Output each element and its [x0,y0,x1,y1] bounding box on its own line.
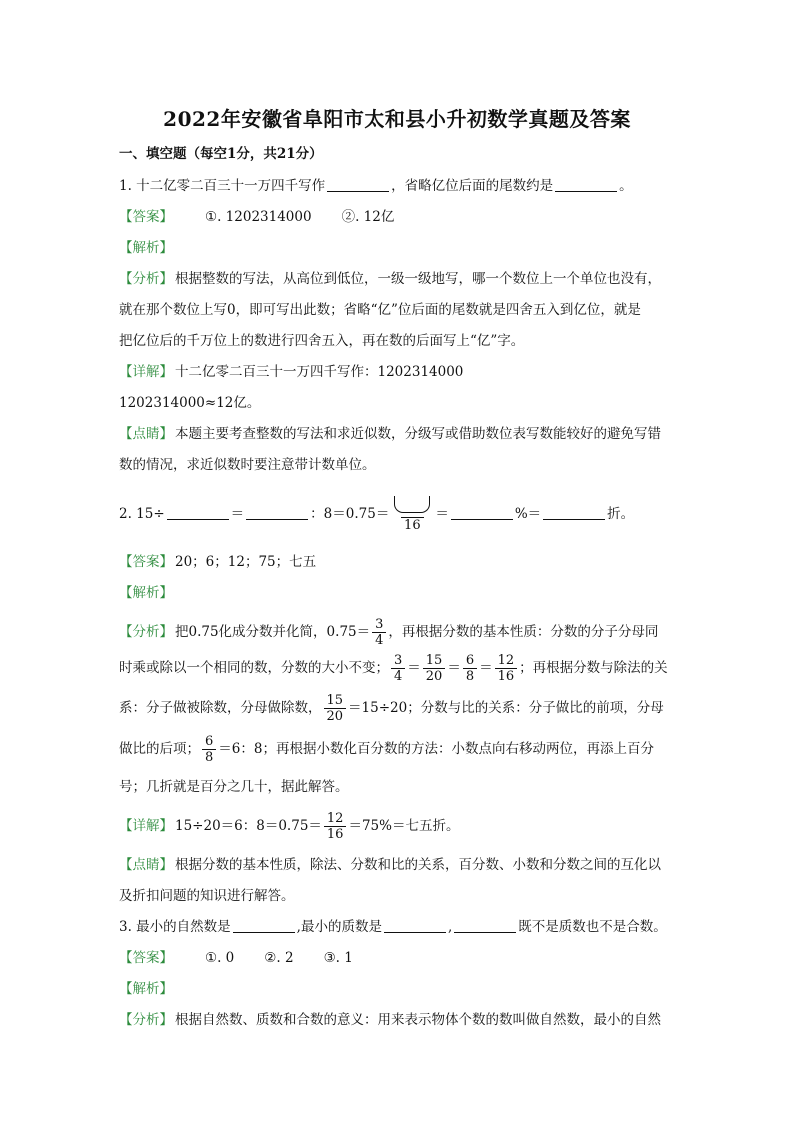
fraction-blank-over-16: 16 [391,496,433,533]
fraction-12-16: $\frac{12}{16}$ [324,811,347,842]
q1-fenxi-line2: 就在那个数位上写0，即可写出此数；省略“亿”位后面的尾数就是四舍五入到亿位，就是 [119,302,641,318]
fraction-12-16: $\frac{12}{16}$ [495,653,518,684]
q1-fenxi: 【分析】 根据整数的写法，从高位到低位，一级一级地写，哪一个数位上一个单位也没有， [119,271,661,287]
question-1: 1. 十二亿零二百三十一万四千写作 ，省略亿位后面的尾数约是 。 [119,178,633,194]
q1-fenxi-line3: 把亿位后的千万位上的数进行四舍五入，再在数的后面写上“亿”字。 [119,333,525,349]
q1-xiangjie: 【详解】 十二亿零二百三十一万四千写作：1202314000 [119,364,464,380]
q2-answer: 【答案】 20；6；12；75；七五 [119,554,317,570]
answer-blank [246,506,308,520]
q2-fenxi-line2: 时乘或除以一个相同的数，分数的大小不变； $\frac{3}{4}$ ＝ $\frac{15}{20}$ ＝ $\frac{6}{8}$ ＝ $\frac{12}{16}$ ；再根据分数与除法的关 [119,653,668,684]
paren-blank [394,496,430,513]
fraction-15-20: $\frac{15}{20}$ [423,653,446,684]
fraction-6-8: $\frac{6}{8}$ [463,653,477,684]
q3-answer: 【答案】 ①. 0 ②. 2 ③. 1 [119,950,353,966]
q1-jiexi: 【解析】 [119,240,173,256]
section-heading: 一、填空题（每空1分，共21分） [119,146,323,162]
answer-blank [451,506,513,520]
answer-blank [454,919,516,933]
q2-fenxi: 【分析】 把0.75化成分数并化简，0.75＝ $\frac{3}{4}$ ，再根据分数的基本性质：分数的分子分母同 [119,617,659,648]
fraction-3-4: $\frac{3}{4}$ [391,653,405,684]
q3-jiexi: 【解析】 [119,981,173,997]
question-3: 3. 最小的自然数是 ,最小的质数是 , 既不是质数也不是合数。 [119,919,667,935]
q2-fenxi-line4: 做比的后项； $\frac{6}{8}$ ＝6：8；再根据小数化百分数的方法：小数点向右移动两位，再添上百分 [119,734,654,765]
answer-blank [543,506,605,520]
q2-jiexi: 【解析】 [119,585,173,601]
q2-fenxi-line3: 系：分子做被除数，分母做除数， $\frac{15}{20}$ ＝15÷20；分数与比的关系：分子做比的前项，分母 [119,693,664,724]
answer-blank [384,919,446,933]
fraction-3-4: $\frac{3}{4}$ [372,617,386,648]
answer-blank [167,506,229,520]
q1-dianjing: 【点睛】 本题主要考查整数的写法和求近似数，分级写或借助数位表写数能较好的避免写错 [119,426,661,442]
q3-fenxi: 【分析】 根据自然数、质数和合数的意义：用来表示物体个数的数叫做自然数，最小的自然 [119,1012,661,1028]
q2-xiangjie: 【详解】 15÷20＝6：8＝0.75＝ $\frac{12}{16}$ ＝75%＝七五折。 [119,811,460,842]
answer-blank [555,178,617,192]
question-2: 2. 15÷ ＝ ：8＝0.75＝ 16 ＝ %＝ 折。 [119,496,634,533]
q1-dianjing-line2: 数的情况，求近似数时要注意带计数单位。 [119,457,376,473]
q2-fenxi-line5: 号；几折就是百分之几十，据此解答。 [119,779,349,795]
q2-dianjing: 【点睛】 根据分数的基本性质，除法、分数和比的关系，百分数、小数和分数之间的互化以 [119,857,661,873]
q2-dianjing-line2: 及折扣问题的知识进行解答。 [119,888,295,904]
fraction-6-8: $\frac{6}{8}$ [202,734,216,765]
fraction-15-20: $\frac{15}{20}$ [324,693,347,724]
q1-xiangjie-line2: 1202314000≈12亿。 [119,395,261,411]
answer-blank [233,919,295,933]
answer-blank [327,178,389,192]
q1-answer: 【答案】 ①. 1202314000 ②. 12亿 [119,209,395,225]
document-title: 2022年安徽省阜阳市太和县小升初数学真题及答案 [163,107,631,131]
